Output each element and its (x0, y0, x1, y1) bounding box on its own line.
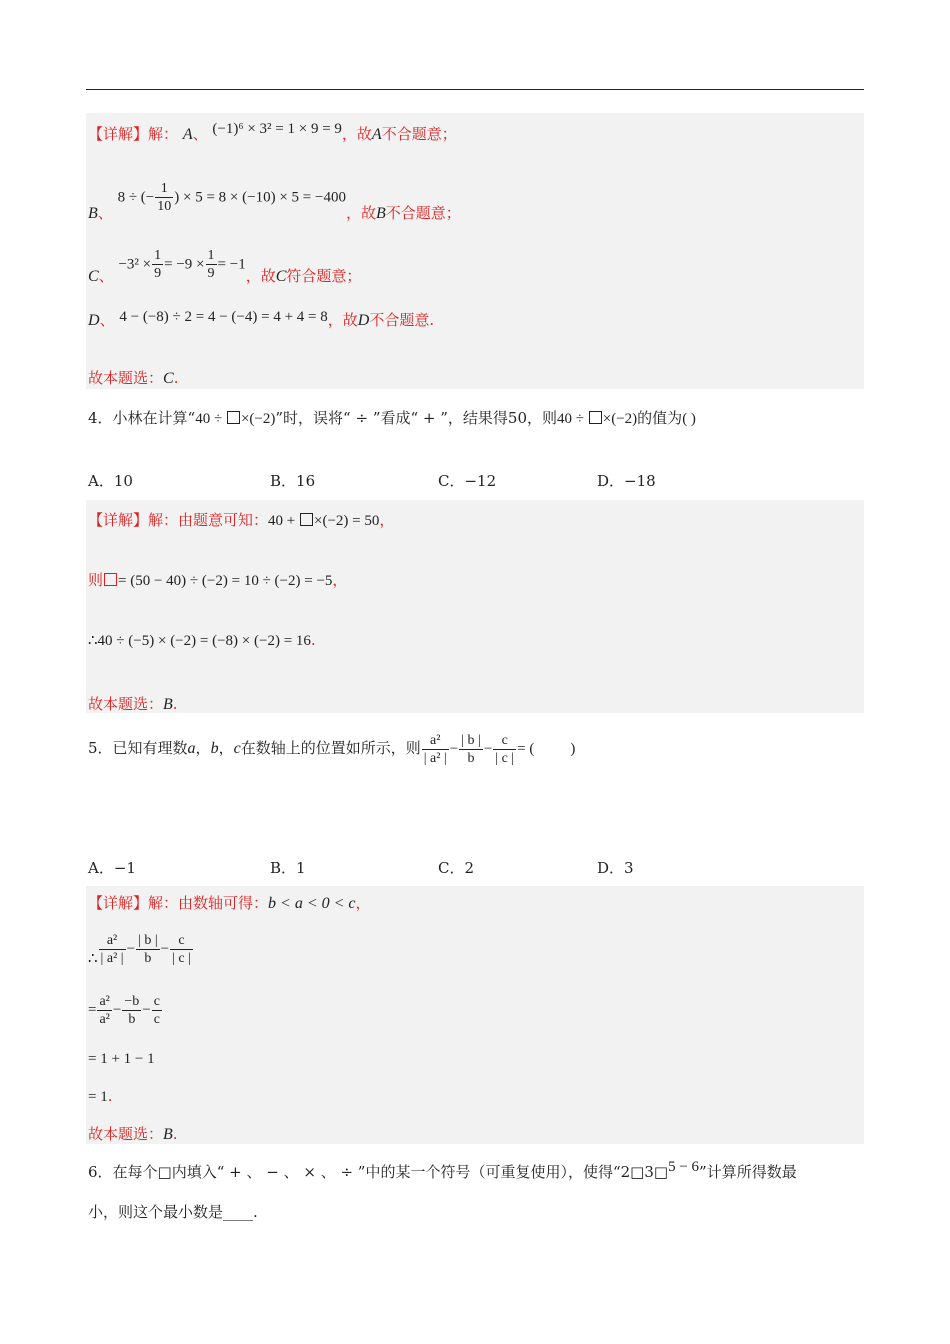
s3-line-4: D、 4 − (−8) ÷ 2 = 4 − (−4) = 4 + 4 = 8，故D不合题意. (88, 309, 435, 329)
blank-box-icon (589, 411, 602, 424)
q4-option-b: B．16 (270, 472, 316, 490)
s3-answer: 故本题选：C. (88, 369, 179, 387)
s5-line-3: = $\frac{\text{a²}}{\text{a²}}$ − $\frac{-b}{b}$ − $\frac{c}{c}$ (88, 993, 160, 1027)
s3-line-3: C、 −3² × $\frac{1}{9}$ = −9 × $\frac{1}{9}$ = −1，故C符合题意； (88, 248, 362, 285)
question-6-line-1: 6．在每个□内填入“ + 、 − 、 × 、 ÷ ”中的某一个符号（可重复使用），使得“2□3□5 − 6”计算所得数最 (88, 1159, 797, 1181)
blank-box-icon (227, 411, 240, 424)
s4-answer: 故本题选：B. (88, 695, 178, 713)
s5-line-2: ∴ $\frac{\text{a²}}{\text{| a² |}}$ − $\frac{| b |}{b}$ − $\frac{c}{| c |}$ (88, 932, 191, 967)
s5-line-1: 【详解】解：由数轴可得：b < a < 0 < c， (88, 894, 371, 912)
q5-option-b: B．1 (270, 859, 306, 877)
s4-line-2: 则 = (50 − 40) ÷ (−2) = 10 ÷ (−2) = −5， (88, 571, 348, 589)
blank-box-icon (300, 513, 313, 526)
solution-box-q5 (86, 886, 864, 1144)
header-rule (86, 89, 864, 90)
solution-box-q4 (86, 500, 864, 713)
q5-option-c: C．2 (438, 859, 475, 877)
q4-option-c: C．−12 (438, 472, 497, 490)
s5-line-5: = 1. (88, 1087, 113, 1105)
fraction: $\frac{1}{10}$ (157, 181, 172, 214)
q4-option-a: A．10 (88, 472, 133, 490)
question-5: 5．已知有理数a，b，c在数轴上的位置如所示，则 $\frac{\text{a²}}{\text{| a² |}}$ − $\frac{| b |}{b}$ − $\frac{c}{| c |}$ = ( ) (88, 732, 576, 766)
s4-line-1: 【详解】解：由题意可知：40 + ×(−2) = 50， (88, 511, 395, 529)
q4-option-d: D．−18 (597, 472, 656, 490)
blank-box-icon (104, 573, 117, 586)
s5-answer: 故本题选：B. (88, 1125, 178, 1143)
q5-option-d: D．3 (597, 859, 634, 877)
formula: (−1)⁶ × 3² = 1 × 9 = 9 (212, 121, 342, 137)
s4-line-3: ∴40 ÷ (−5) × (−2) = (−8) × (−2) = 16. (88, 631, 316, 649)
s3-line-2: B、 8 ÷ (− $\frac{1}{10}$ ) × 5 = 8 × (−10) × 5 = −400，故B不合题意； (88, 181, 461, 222)
s5-line-4: = 1 + 1 − 1 (88, 1051, 155, 1067)
question-6-line-2: 小，则这个最小数是____. (88, 1203, 258, 1221)
detail-tag: 【详解】 (88, 125, 149, 143)
q5-option-a: A．−1 (88, 859, 136, 877)
s3-line-1: 【详解】解： A、 (−1)⁶ × 3² = 1 × 9 = 9，故A不合题意； (88, 121, 457, 143)
question-4: 4．小林在计算“40 ÷ ×(−2)”时，误将“ ÷ ”看成“ + ”，结果得50，则40 ÷ ×(−2)的值为( ) (88, 409, 696, 427)
